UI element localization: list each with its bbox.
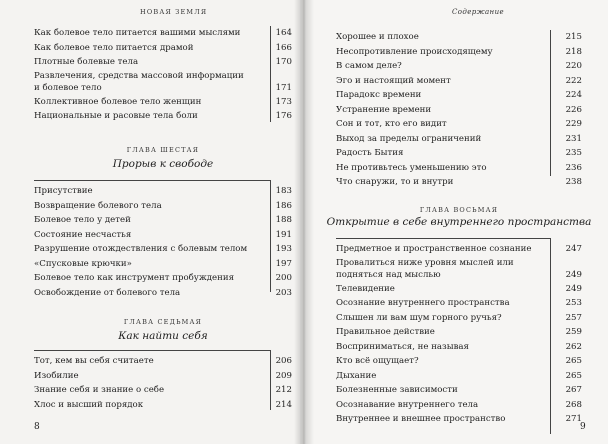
toc-entry: Присутствие 183 (34, 186, 292, 196)
toc-entry: Несопротивление происходящему 218 (336, 46, 582, 57)
right-page (304, 0, 608, 444)
page-number-right: 9 (580, 422, 586, 432)
toc-chapter-8 (336, 242, 582, 427)
toc-entry: Знание себя и знание о себе 212 (34, 385, 292, 395)
toc-entry: Осознание внутреннего пространства 253 (336, 298, 582, 308)
toc-entry: В самом деле? 220 (336, 61, 582, 71)
chapter-6-title: Прорыв к свободе (112, 158, 214, 170)
toc-entry: Как болевое тело питается драмой 166 (34, 42, 292, 53)
toc-entry: Предметное и пространственное сознание 247 (336, 244, 582, 254)
rule-chapter-8 (336, 238, 550, 239)
chapter-8-label: ГЛАВА ВОСЬМАЯ (419, 206, 499, 214)
toc-entry: Разрушение отождествления с болевым телом 193 (34, 244, 292, 254)
toc-left-top (34, 26, 292, 124)
toc-entry: Освобождение от болевого тела 203 (34, 287, 292, 298)
toc-entry: Выход за пределы ограничений 231 (336, 133, 582, 144)
toc-entry: Эго и настоящий момент 222 (336, 75, 582, 86)
chapter-7-title: Как найти себя (118, 330, 208, 342)
left-page (0, 0, 300, 444)
toc-entry: Национальные и расовые тела боли 176 (34, 111, 292, 121)
toc-entry: «Спусковые крючки» 197 (34, 258, 292, 269)
toc-entry: и болевое тело 171 (34, 82, 292, 93)
toc-entry: Парадокс времени 224 (336, 90, 582, 100)
chapter-6-label: ГЛАВА ШЕСТАЯ (126, 146, 200, 154)
toc-entry: Состояние несчастья 191 (34, 229, 292, 240)
toc-entry: Восприниматься, не называя 262 (336, 341, 582, 352)
toc-entry: Изобилие 209 (34, 370, 292, 381)
book-spine-shadow (294, 0, 314, 444)
running-head-right: Содержание (452, 8, 505, 16)
toc-chapter-6 (34, 184, 292, 300)
rule-chapter-7 (34, 350, 270, 351)
toc-entry: Развлечения, средства массовой информации (34, 70, 244, 81)
chapter-7-label: ГЛАВА СЕДЬМАЯ (123, 318, 203, 326)
toc-entry: Возвращение болевого тела 186 (34, 200, 292, 211)
toc-right-top (336, 30, 582, 190)
toc-entry: Сон и тот, кто его видит 229 (336, 119, 582, 129)
running-head-left: НОВАЯ ЗЕМЛЯ (140, 8, 208, 16)
toc-entry: Хорошее и плохое 215 (336, 32, 582, 42)
toc-entry: Слышен ли вам шум горного ручья? 257 (336, 312, 582, 323)
toc-entry: Плотные болевые тела 170 (34, 57, 292, 67)
toc-entry: Правильное действие 259 (336, 327, 582, 337)
rule-chapter-6 (34, 180, 270, 181)
toc-entry: Кто всё ощущает? 265 (336, 356, 582, 366)
toc-entry: Коллективное болевое тело женщин 173 (34, 96, 292, 107)
toc-entry: Дыхание 265 (336, 370, 582, 381)
toc-entry: Болевое тело у детей 188 (34, 215, 292, 225)
toc-entry: Как болевое тело питается вашими мыслями 164 (34, 28, 292, 38)
toc-entry: подняться над мыслью 249 (336, 269, 582, 280)
toc-entry: Радость Бытия 235 (336, 148, 582, 158)
toc-entry: Телевидение 249 (336, 283, 582, 294)
toc-entry: Тот, кем вы себя считаете 206 (34, 356, 292, 366)
toc-entry: Болезненные зависимости 267 (336, 385, 582, 395)
page-number-left: 8 (34, 422, 40, 432)
toc-entry: Провалиться ниже уровня мыслей или (336, 257, 514, 268)
toc-entry: Устранение времени 226 (336, 104, 582, 115)
toc-entry: Что снаружи, то и внутри 238 (336, 177, 582, 187)
toc-entry: Болевое тело как инструмент пробуждения 200 (34, 273, 292, 283)
toc-chapter-7 (34, 354, 292, 412)
toc-entry: Не противьтесь уменьшению это 236 (336, 162, 582, 173)
toc-entry: Хлос и высший порядок 214 (34, 399, 292, 410)
chapter-8-title: Открытие в себе внутреннего пространства (326, 216, 592, 228)
toc-entry: Осознавание внутреннего тела 268 (336, 399, 582, 410)
toc-entry: Внутреннее и внешнее пространство 271 (336, 414, 582, 424)
